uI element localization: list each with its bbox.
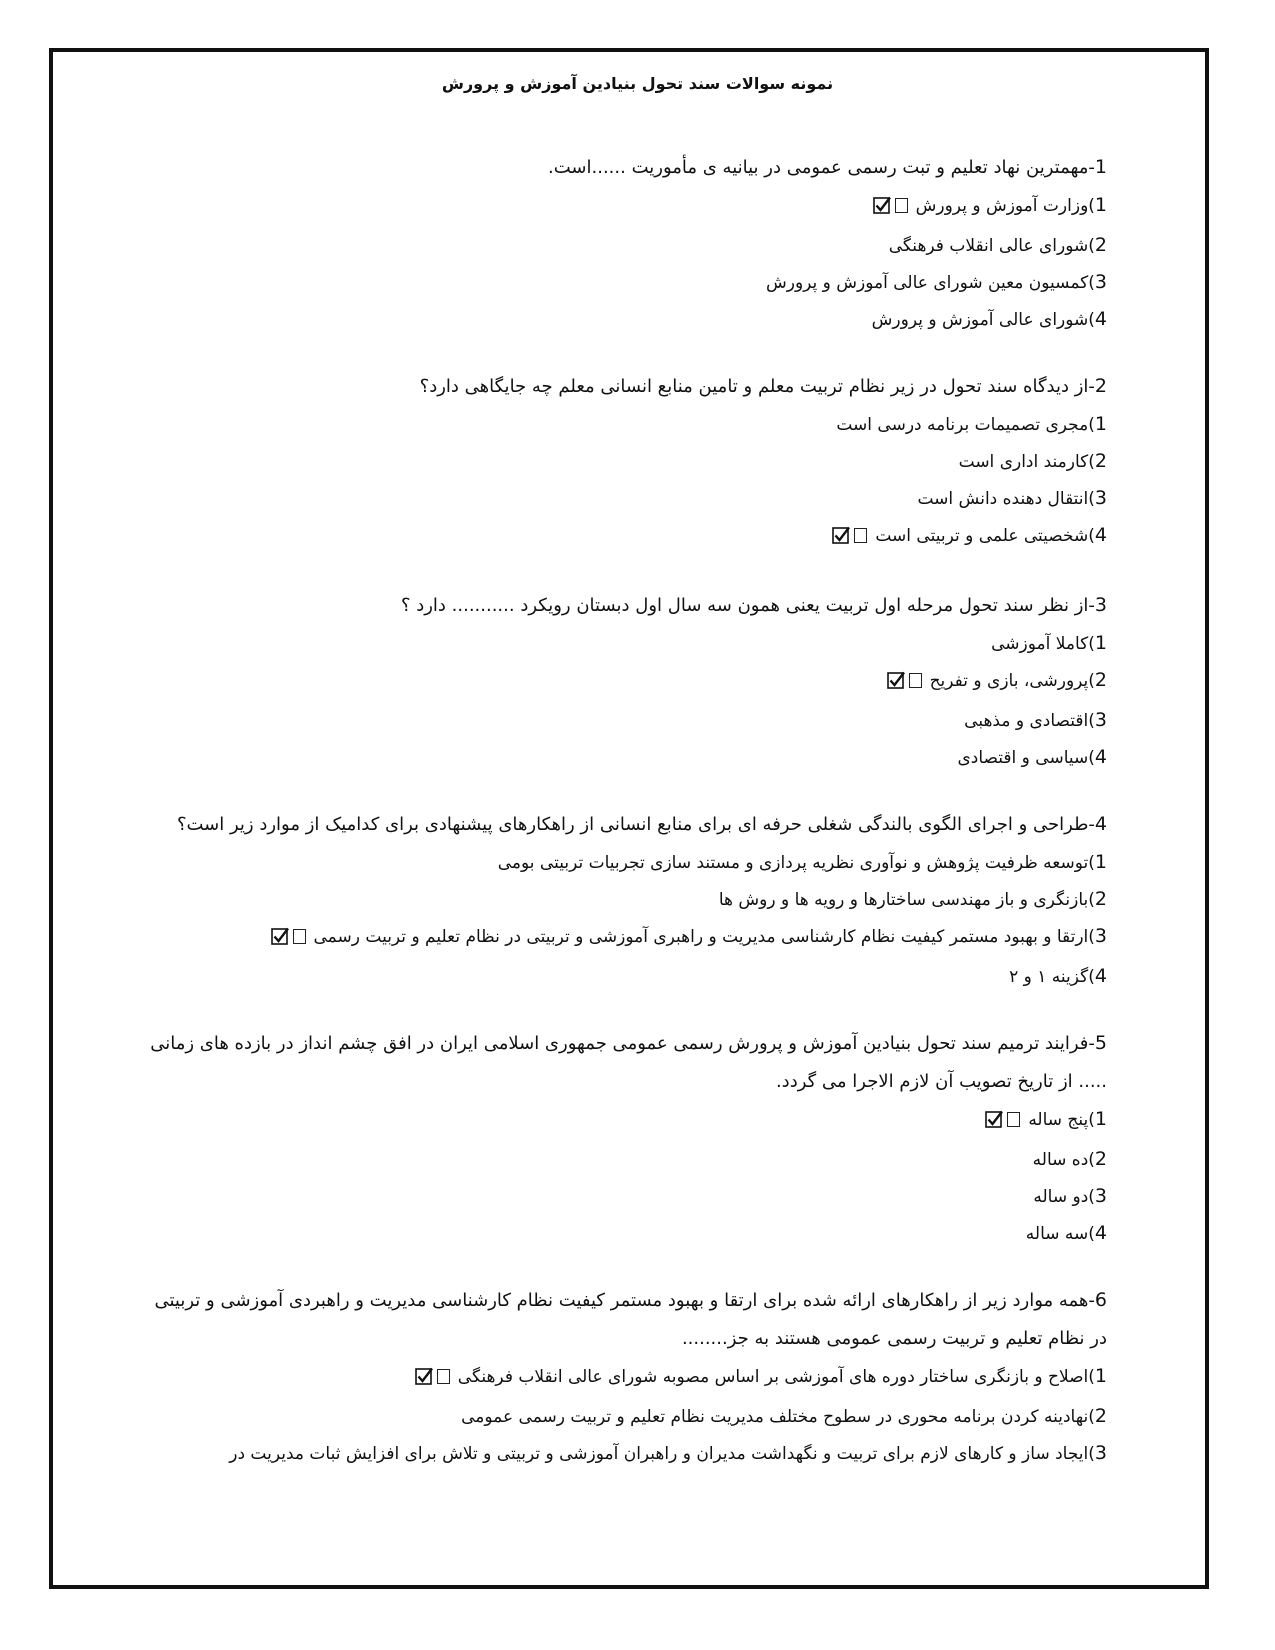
answer-option xyxy=(147,264,1107,301)
option-number: 4 xyxy=(1094,524,1107,546)
question-number: 1 xyxy=(1094,156,1107,178)
option-text: )شورای عالی انقلاب فرهنگی xyxy=(888,236,1095,256)
answer-option xyxy=(147,480,1107,517)
correct-answer-mark xyxy=(887,663,922,702)
question-5 xyxy=(147,1024,1107,1252)
question-text xyxy=(147,1024,1107,1101)
option-text: )گزینه ۱ و ۲ xyxy=(1009,967,1095,987)
answer-option xyxy=(147,301,1107,338)
answer-option xyxy=(147,517,1107,557)
option-text: )ارتقا و بهبود مستمر کیفیت نظام کارشناسی مدیریت و راهبری آموزشی و تربیتی در نظام تعلیم و تربیت رسمی xyxy=(313,927,1095,947)
answer-option xyxy=(147,406,1107,443)
option-number: 1 xyxy=(1094,851,1107,873)
option-text: )کمسیون معین شورای عالی آموزش و پرورش xyxy=(765,273,1095,293)
option-number: 1 xyxy=(1094,632,1107,654)
option-text: )سیاسی و اقتصادی xyxy=(957,748,1095,768)
option-text: )ایجاد ساز و کارهای لازم برای تربیت و نگهداشت مدیران و راهبران آموزشی و تربیتی و تلاش برای افزایش ثبات مدیریت در xyxy=(229,1444,1095,1464)
option-text: )شورای عالی آموزش و پرورش xyxy=(871,310,1095,330)
option-number: 1 xyxy=(1094,1108,1107,1130)
option-number: 3 xyxy=(1094,271,1107,293)
option-text: )کارمند اداری است xyxy=(958,452,1095,472)
option-text: )اقتصادی و مذهبی xyxy=(964,711,1095,731)
question-number: 3 xyxy=(1094,594,1107,616)
option-text: )نهادینه کردن برنامه محوری در سطوح مختلف مدیریت نظام تعلیم و تربیت رسمی عمومی xyxy=(461,1407,1095,1427)
correct-answer-mark xyxy=(873,188,908,227)
page-title: نمونه سوالات سند تحول بنیادین آموزش و پرورش xyxy=(441,74,834,93)
question-number: 2 xyxy=(1094,375,1107,397)
correct-answer-mark xyxy=(985,1102,1020,1141)
question-body: -از دیدگاه سند تحول در زیر نظام تربیت معلم و تامین منابع انسانی معلم چه جایگاهی دارد؟ xyxy=(419,376,1095,397)
option-number: 2 xyxy=(1094,669,1107,691)
option-number: 2 xyxy=(1094,450,1107,472)
option-text: )کاملا آموزشی xyxy=(991,634,1095,654)
option-number: 3 xyxy=(1094,709,1107,731)
question-2 xyxy=(147,367,1107,557)
empty-box-icon xyxy=(854,528,867,543)
question-3 xyxy=(147,586,1107,776)
option-number: 4 xyxy=(1094,965,1107,987)
question-list xyxy=(147,148,1107,1501)
empty-box-icon xyxy=(437,1369,450,1384)
question-body: -مهمترین نهاد تعلیم و تبت رسمی عمومی در بیانیه ی مأموریت ......است. xyxy=(548,157,1095,178)
option-text: )بازنگری و باز مهندسی ساختارها و رویه ها و روش ها xyxy=(718,890,1095,910)
answer-option xyxy=(147,1178,1107,1215)
option-number: 4 xyxy=(1094,746,1107,768)
checkbox-checked-icon xyxy=(415,1362,433,1398)
answer-option xyxy=(147,958,1107,995)
option-number: 4 xyxy=(1094,308,1107,330)
option-number: 3 xyxy=(1094,487,1107,509)
option-number: 2 xyxy=(1094,888,1107,910)
option-number: 3 xyxy=(1094,1442,1107,1464)
option-number: 3 xyxy=(1094,1185,1107,1207)
empty-box-icon xyxy=(895,198,908,213)
checkbox-checked-icon xyxy=(887,666,905,702)
option-number: 2 xyxy=(1094,1148,1107,1170)
option-text: )مجری تصمیمات برنامه درسی است xyxy=(836,415,1095,435)
option-text: )توسعه ظرفیت پژوهش و نوآوری نظریه پردازی و مستند سازی تجربیات تربیتی بومی xyxy=(497,853,1095,873)
option-number: 2 xyxy=(1094,234,1107,256)
answer-option xyxy=(147,227,1107,264)
option-text: )شخصیتی علمی و تربیتی است xyxy=(875,526,1095,546)
answer-option xyxy=(147,739,1107,776)
question-1 xyxy=(147,148,1107,338)
option-text: )ده ساله xyxy=(1032,1150,1095,1170)
option-text: )سه ساله xyxy=(1025,1224,1095,1244)
answer-option xyxy=(147,918,1107,958)
question-number: 4 xyxy=(1094,813,1107,835)
option-text: )پنج ساله xyxy=(1028,1110,1095,1130)
question-text xyxy=(147,586,1107,625)
question-6 xyxy=(147,1281,1107,1472)
option-number: 1 xyxy=(1094,194,1107,216)
answer-option xyxy=(147,844,1107,881)
empty-box-icon xyxy=(293,929,306,944)
question-text xyxy=(147,1281,1107,1358)
option-text: )وزارت آموزش و پرورش xyxy=(915,196,1095,216)
option-text: )پرورشی، بازی و تفریح xyxy=(929,671,1095,691)
answer-option xyxy=(147,1398,1107,1435)
checkbox-checked-icon xyxy=(873,191,891,227)
option-number: 4 xyxy=(1094,1222,1107,1244)
answer-option xyxy=(147,702,1107,739)
option-number: 3 xyxy=(1094,925,1107,947)
answer-option xyxy=(147,187,1107,227)
question-body: -طراحی و اجرای الگوی بالندگی شغلی حرفه ای برای منابع انسانی از راهکارهای پیشنهادی برای کدامیک از موارد زیر است؟ xyxy=(176,814,1095,835)
question-number: 5 xyxy=(1094,1032,1107,1054)
option-number: 1 xyxy=(1094,1365,1107,1387)
option-text: )اصلاح و بازنگری ساختار دوره های آموزشی بر اساس مصوبه شورای عالی انقلاب فرهنگی xyxy=(457,1367,1095,1387)
answer-option xyxy=(147,1435,1107,1472)
answer-option xyxy=(147,1215,1107,1252)
question-4 xyxy=(147,805,1107,995)
question-text xyxy=(147,367,1107,406)
checkbox-checked-icon xyxy=(985,1105,1003,1141)
answer-option xyxy=(147,1101,1107,1141)
empty-box-icon xyxy=(909,673,922,688)
question-text xyxy=(147,148,1107,187)
question-number: 6 xyxy=(1094,1289,1107,1311)
correct-answer-mark xyxy=(415,1359,450,1398)
question-body: -فرایند ترمیم سند تحول بنیادین آموزش و پرورش رسمی عمومی جمهوری اسلامی ایران در افق چشم انداز در بازده های زمانی ..... از تاریخ تصویب آن لازم الاجرا می گردد. xyxy=(150,1033,1107,1092)
answer-option xyxy=(147,1141,1107,1178)
answer-option xyxy=(147,443,1107,480)
checkbox-checked-icon xyxy=(271,922,289,958)
answer-option xyxy=(147,625,1107,662)
answer-option xyxy=(147,881,1107,918)
checkbox-checked-icon xyxy=(832,521,850,557)
correct-answer-mark xyxy=(271,919,306,958)
option-text: )دو ساله xyxy=(1033,1187,1095,1207)
question-body: -همه موارد زیر از راهکارهای ارائه شده برای ارتقا و بهبود مستمر کیفیت نظام کارشناسی مدیریت و راهبردی آموزشی و تربیتی در نظام تعلیم و تربیت رسمی عمومی هستند به جز........ xyxy=(154,1290,1107,1349)
option-text: )انتقال دهنده دانش است xyxy=(917,489,1095,509)
option-number: 2 xyxy=(1094,1405,1107,1427)
option-number: 1 xyxy=(1094,413,1107,435)
empty-box-icon xyxy=(1007,1112,1020,1127)
answer-option xyxy=(147,1358,1107,1398)
answer-option xyxy=(147,662,1107,702)
correct-answer-mark xyxy=(832,518,867,557)
question-text xyxy=(147,805,1107,844)
question-body: -از نظر سند تحول مرحله اول تربیت یعنی همون سه سال اول دبستان رویکرد ........... دارد ؟ xyxy=(400,595,1095,616)
